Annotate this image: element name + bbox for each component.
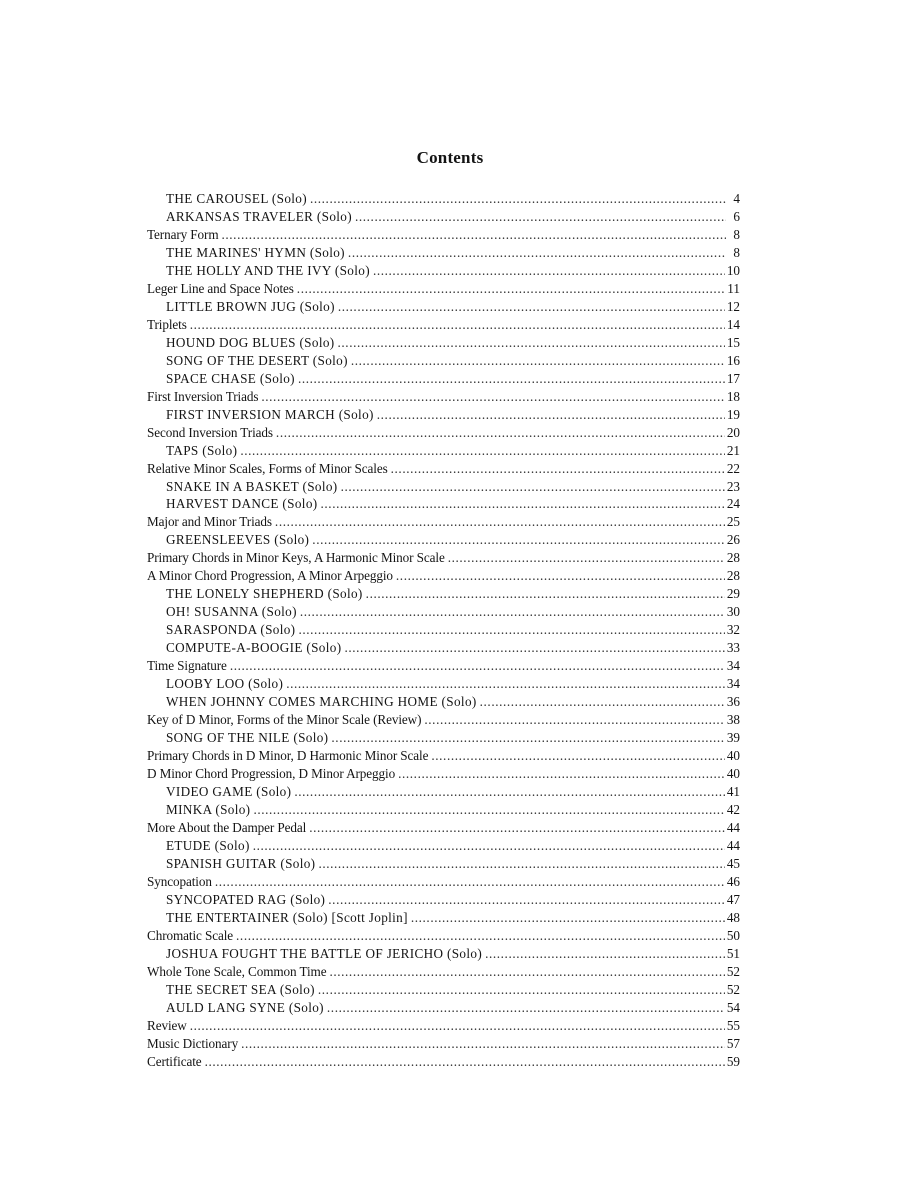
dot-leader — [485, 945, 725, 963]
toc-entry-page-number: 15 — [726, 334, 740, 350]
toc-entry-title: D Minor Chord Progression, D Minor Arpeggio — [147, 766, 396, 781]
toc-entry-title: A Minor Chord Progression, A Minor Arpeggio — [147, 568, 393, 584]
toc-entry-title: FIRST INVERSION MARCH (Solo) — [166, 406, 374, 422]
dot-leader — [241, 1035, 725, 1053]
toc-entry-title: SNAKE IN A BASKET (Solo) — [166, 478, 338, 494]
dot-leader — [205, 1053, 725, 1071]
toc-entry-title: Leger Line and Space Notes — [147, 280, 294, 296]
toc-entry-title: SPACE CHASE (Solo) — [166, 370, 295, 386]
toc-entry-page-number: 55 — [726, 1017, 740, 1033]
toc-entry — [147, 424, 740, 442]
dot-leader — [222, 226, 727, 244]
toc-entry-title: Time Signature — [147, 658, 227, 674]
toc-entry-page-number: 34 — [726, 658, 740, 674]
toc-entry-title: GREENSLEEVES (Solo) — [166, 532, 310, 548]
dot-leader — [344, 639, 724, 657]
toc-entry-page-number: 48 — [726, 909, 740, 925]
toc-entry — [147, 370, 740, 388]
dot-leader — [398, 765, 725, 783]
toc-entry-page-number: 14 — [726, 316, 740, 332]
toc-entry-page-number: 11 — [727, 280, 740, 296]
dot-leader — [253, 837, 725, 855]
toc-entry-page-number: 28 — [726, 550, 740, 566]
toc-entry — [147, 406, 740, 424]
dot-leader — [276, 424, 725, 442]
toc-entry — [147, 208, 740, 226]
toc-entry-page-number: 6 — [733, 208, 740, 224]
toc-entry-title: THE MARINES' HYMN (Solo) — [166, 244, 345, 260]
toc-entry-page-number: 52 — [726, 963, 740, 979]
dot-leader — [331, 729, 724, 747]
dot-leader — [341, 478, 725, 496]
toc-entry-page-number: 28 — [726, 568, 740, 584]
dot-leader — [286, 675, 725, 693]
dot-leader — [338, 334, 725, 352]
toc-entry — [147, 999, 740, 1017]
dot-leader — [321, 495, 725, 513]
dot-leader — [230, 657, 725, 675]
toc-entry-title: SONG OF THE NILE (Solo) — [166, 730, 329, 746]
toc-entry — [147, 693, 740, 711]
toc-entry-title: Primary Chords in D Minor, D Harmonic Minor Scale — [147, 748, 429, 764]
toc-entry-page-number: 20 — [726, 424, 740, 440]
toc-entry — [147, 837, 740, 855]
toc-entry-page-number: 22 — [726, 460, 740, 476]
toc-entry — [147, 657, 740, 675]
toc-entry-title: MINKA (Solo) — [166, 801, 251, 817]
toc-entry-page-number: 30 — [726, 604, 740, 620]
dot-leader — [310, 190, 726, 208]
toc-entry — [147, 585, 740, 603]
dot-leader — [297, 280, 726, 298]
dot-leader — [328, 891, 725, 909]
toc-entry-title: WHEN JOHNNY COMES MARCHING HOME (Solo) — [166, 694, 477, 710]
toc-entry — [147, 549, 740, 567]
dot-leader — [253, 801, 724, 819]
dot-leader — [396, 567, 725, 585]
toc-entry — [147, 388, 740, 406]
toc-entry — [147, 442, 740, 460]
toc-entry-page-number: 41 — [726, 783, 740, 799]
toc-entry-title: SYNCOPATED RAG (Solo) — [166, 891, 326, 907]
toc-entry — [147, 298, 740, 316]
dot-leader — [448, 549, 725, 567]
toc-entry-title: Whole Tone Scale, Common Time — [147, 963, 327, 979]
toc-entry — [147, 963, 740, 981]
toc-entry-title: COMPUTE-A-BOOGIE (Solo) — [166, 640, 342, 656]
dot-leader — [373, 262, 725, 280]
toc-entry-page-number: 17 — [726, 370, 740, 386]
toc-entry-title: OH! SUSANNA (Solo) — [166, 604, 297, 620]
toc-entry — [147, 873, 740, 891]
toc-entry — [147, 783, 740, 801]
toc-entry-title: THE ENTERTAINER (Solo) [Scott Joplin] — [166, 909, 408, 925]
dot-leader — [338, 298, 725, 316]
dot-leader — [377, 406, 725, 424]
toc-entry-page-number: 4 — [733, 191, 740, 206]
toc-entry-page-number: 23 — [726, 478, 740, 494]
toc-entry — [147, 603, 740, 621]
toc-entry — [147, 891, 740, 909]
toc-entry-title: SPANISH GUITAR (Solo) — [166, 855, 316, 871]
dot-leader — [261, 388, 724, 406]
toc-entry — [147, 945, 740, 963]
toc-entry-page-number: 54 — [726, 999, 740, 1015]
toc-entry — [147, 334, 740, 352]
toc-entry — [147, 747, 740, 765]
toc-entry-title: Triplets — [147, 316, 187, 332]
toc-entry-page-number: 36 — [726, 694, 740, 710]
dot-leader — [480, 693, 725, 711]
toc-entry — [147, 567, 740, 585]
dot-leader — [431, 747, 724, 765]
dot-leader — [391, 460, 725, 478]
toc-entry — [147, 855, 740, 873]
toc-entry-page-number: 44 — [726, 819, 740, 835]
toc-entry-page-number: 29 — [726, 586, 740, 602]
dot-leader — [309, 819, 725, 837]
dot-leader — [329, 963, 724, 981]
toc-entry-page-number: 18 — [726, 388, 740, 404]
toc-entry — [147, 639, 740, 657]
toc-entry — [147, 729, 740, 747]
toc-entry — [147, 316, 740, 334]
toc-entry-title: Key of D Minor, Forms of the Minor Scale (Review) — [147, 712, 422, 728]
toc-entry-title: Relative Minor Scales, Forms of Minor Scales — [147, 460, 388, 476]
toc-entry-page-number: 59 — [726, 1053, 740, 1069]
dot-leader — [318, 855, 724, 873]
toc-entry — [147, 927, 740, 945]
toc-entry-page-number: 39 — [726, 730, 740, 746]
toc-entry-page-number: 26 — [726, 532, 740, 548]
toc-entry — [147, 765, 740, 783]
toc-entry-page-number: 42 — [726, 801, 740, 817]
toc-entry — [147, 1053, 740, 1071]
toc-entry-title: VIDEO GAME (Solo) — [166, 783, 292, 799]
toc-entry — [147, 801, 740, 819]
dot-leader — [312, 531, 725, 549]
toc-entry-page-number: 57 — [726, 1035, 740, 1051]
dot-leader — [411, 909, 725, 927]
toc-entry — [147, 244, 740, 262]
toc-entry-page-number: 46 — [726, 873, 740, 889]
toc-entry — [147, 280, 740, 298]
toc-entry-title: Primary Chords in Minor Keys, A Harmonic Minor Scale — [147, 550, 445, 566]
toc-entry-page-number: 8 — [733, 226, 740, 242]
toc-entry-title: Major and Minor Triads — [147, 514, 272, 530]
toc-entry-title: LOOBY LOO (Solo) — [166, 676, 284, 692]
toc-entry-page-number: 50 — [726, 927, 740, 943]
dot-leader — [275, 513, 725, 531]
toc-entry-title: THE CAROUSEL (Solo) — [166, 191, 307, 206]
toc-entry-title: First Inversion Triads — [147, 388, 259, 404]
dot-leader — [215, 873, 725, 891]
dot-leader — [355, 208, 726, 226]
toc-entry-title: Syncopation — [147, 873, 212, 889]
toc-entry-title: SARASPONDA (Solo) — [166, 622, 296, 638]
toc-entry — [147, 675, 740, 693]
toc-entry — [147, 819, 740, 837]
toc-entry-title: ARKANSAS TRAVELER (Solo) — [166, 208, 352, 224]
toc-entry-title: THE HOLLY AND THE IVY (Solo) — [166, 262, 370, 278]
toc-entry — [147, 981, 740, 999]
dot-leader — [236, 927, 725, 945]
dot-leader — [240, 442, 725, 460]
toc-entry-page-number: 38 — [726, 712, 740, 728]
toc-entry-page-number: 34 — [726, 676, 740, 692]
toc-entry-page-number: 8 — [733, 244, 740, 260]
toc-entry — [147, 513, 740, 531]
toc-entry-title: AULD LANG SYNE (Solo) — [166, 999, 324, 1015]
dot-leader — [300, 603, 725, 621]
toc-entry-title: More About the Damper Pedal — [147, 819, 307, 835]
toc-entry — [147, 226, 740, 244]
toc-entry — [147, 478, 740, 496]
toc-entry-page-number: 16 — [726, 352, 740, 368]
page-title: Contents — [416, 148, 484, 167]
toc-entry — [147, 1017, 740, 1035]
toc-entry-page-number: 25 — [726, 514, 740, 530]
toc-entry — [147, 1035, 740, 1053]
table-of-contents — [147, 190, 740, 1070]
dot-leader — [318, 981, 725, 999]
toc-entry-page-number: 51 — [726, 945, 740, 961]
toc-entry-title: THE LONELY SHEPHERD (Solo) — [166, 586, 363, 602]
dot-leader — [190, 316, 725, 334]
toc-entry-title: LITTLE BROWN JUG (Solo) — [166, 298, 335, 314]
toc-entry — [147, 352, 740, 370]
toc-entry-title: Music Dictionary — [147, 1035, 239, 1051]
toc-entry — [147, 711, 740, 729]
toc-entry — [147, 190, 740, 208]
toc-entry-page-number: 24 — [726, 496, 740, 512]
toc-entry-title: HARVEST DANCE (Solo) — [166, 496, 318, 512]
dot-leader — [190, 1017, 725, 1035]
toc-entry-page-number: 33 — [726, 640, 740, 656]
toc-entry-page-number: 52 — [726, 981, 740, 997]
toc-entry-page-number: 47 — [726, 891, 740, 907]
toc-entry-title: Ternary Form — [147, 226, 219, 242]
toc-entry — [147, 531, 740, 549]
toc-entry-title: Review — [147, 1017, 187, 1033]
toc-entry-title: TAPS (Solo) — [166, 442, 238, 458]
toc-entry-page-number: 40 — [726, 766, 740, 781]
toc-entry-page-number: 10 — [726, 262, 740, 278]
toc-entry — [147, 621, 740, 639]
dot-leader — [327, 999, 725, 1017]
toc-entry-title: ETUDE (Solo) — [166, 837, 250, 853]
toc-entry-title: Chromatic Scale — [147, 927, 234, 943]
toc-entry-page-number: 44 — [726, 837, 740, 853]
toc-entry-title: HOUND DOG BLUES (Solo) — [166, 334, 335, 350]
toc-entry-page-number: 45 — [726, 855, 740, 871]
toc-entry — [147, 909, 740, 927]
dot-leader — [424, 711, 724, 729]
dot-leader — [351, 352, 725, 370]
toc-entry-title: Second Inversion Triads — [147, 424, 273, 440]
dot-leader — [366, 585, 725, 603]
toc-entry-page-number: 21 — [726, 442, 740, 458]
toc-entry-page-number: 40 — [726, 748, 740, 764]
toc-entry-title: SONG OF THE DESERT (Solo) — [166, 352, 348, 368]
toc-entry-page-number: 32 — [726, 622, 740, 638]
toc-entry-page-number: 19 — [726, 406, 740, 422]
toc-entry-title: THE SECRET SEA (Solo) — [166, 981, 315, 997]
dot-leader — [298, 370, 725, 388]
toc-entry-page-number: 12 — [726, 298, 740, 314]
toc-entry — [147, 495, 740, 513]
toc-entry — [147, 460, 740, 478]
toc-entry — [147, 262, 740, 280]
dot-leader — [298, 621, 724, 639]
toc-entry-title: Certificate — [147, 1053, 202, 1069]
toc-entry-title: JOSHUA FOUGHT THE BATTLE OF JERICHO (Solo) — [166, 945, 483, 961]
dot-leader — [294, 783, 724, 801]
dot-leader — [348, 244, 726, 262]
